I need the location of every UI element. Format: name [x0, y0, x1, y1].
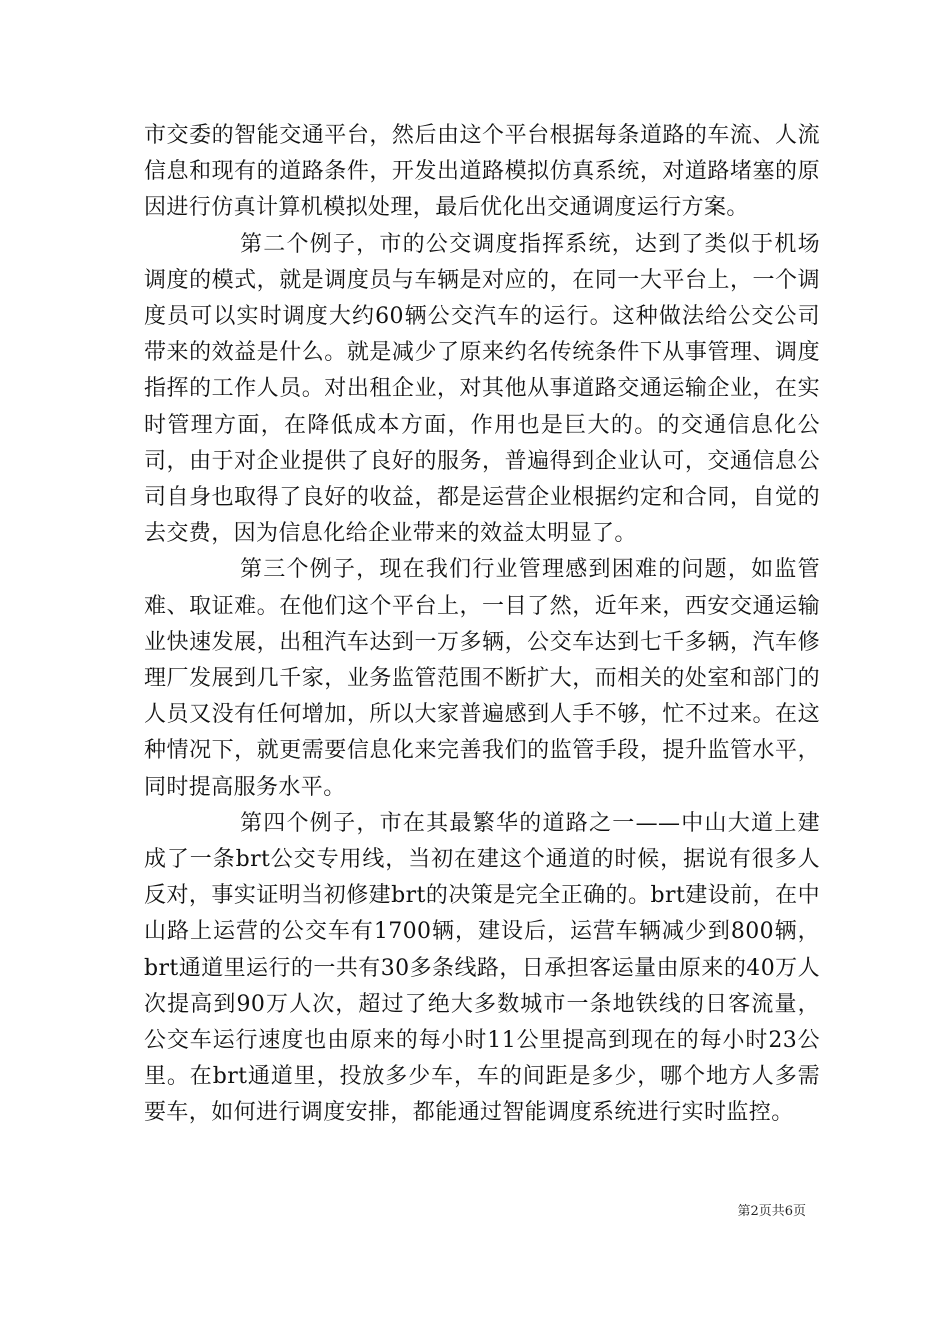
paragraph-example-4: 第四个例子，市在其最繁华的道路之一——中山大道上建成了一条brt公交专用线，当初在建这个通道的时候，据说有很多人反对，事实证明当初修建brt的决策是完全正确的。brt建设前，在中山路上运营的公交车有1700辆，建设后，运营车辆减少到800辆，brt通道里运行的一共有30多条线路，日承担客运量由原来的40万人次提高到90万人次，超过了绝大多数城市一条地铁线的日客流量，公交车运行速度也由原来的每小时11公里提高到现在的每小时23公里。在brt通道里，投放多少车，车的间距是多少，哪个地方人多需要车，如何进行调度安排，都能通过智能调度系统进行实时监控。	[144, 810, 820, 1126]
paragraph-continuation: 市交委的智能交通平台，然后由这个平台根据每条道路的车流、人流信息和现有的道路条件，开发出道路模拟仿真系统，对道路堵塞的原因进行仿真计算机模拟处理，最后优化出交通调度运行方案。	[144, 123, 820, 221]
document-body	[144, 118, 820, 1132]
paragraph-example-3: 第三个例子，现在我们行业管理感到困难的问题，如监管难、取证难。在他们这个平台上，一目了然，近年来，西安交通运输业快速发展，出租汽车达到一万多辆，公交车达到七千多辆，汽车修理厂发展到几千家，业务监管范围不断扩大，而相关的处室和部门的人员又没有任何增加，所以大家普遍感到人手不够，忙不过来。在这种情况下，就更需要信息化来完善我们的监管手段，提升监管水平，同时提高服务水平。	[144, 557, 820, 800]
page-number-footer: 第2页共6页	[737, 1204, 806, 1219]
paragraph-example-2: 第二个例子，市的公交调度指挥系统，达到了类似于机场调度的模式，就是调度员与车辆是对应的，在同一大平台上，一个调度员可以实时调度大约60辆公交汽车的运行。这种做法给公交公司带来的效益是什么。就是减少了原来约名传统条件下从事管理、调度指挥的工作人员。对出租企业，对其他从事道路交通运输企业，在实时管理方面，在降低成本方面，作用也是巨大的。的交通信息化公司，由于对企业提供了良好的服务，普遍得到企业认可，交通信息公司自身也取得了良好的收益，都是运营企业根据约定和合同，自觉的去交费，因为信息化给企业带来的效益太明显了。	[144, 231, 820, 547]
